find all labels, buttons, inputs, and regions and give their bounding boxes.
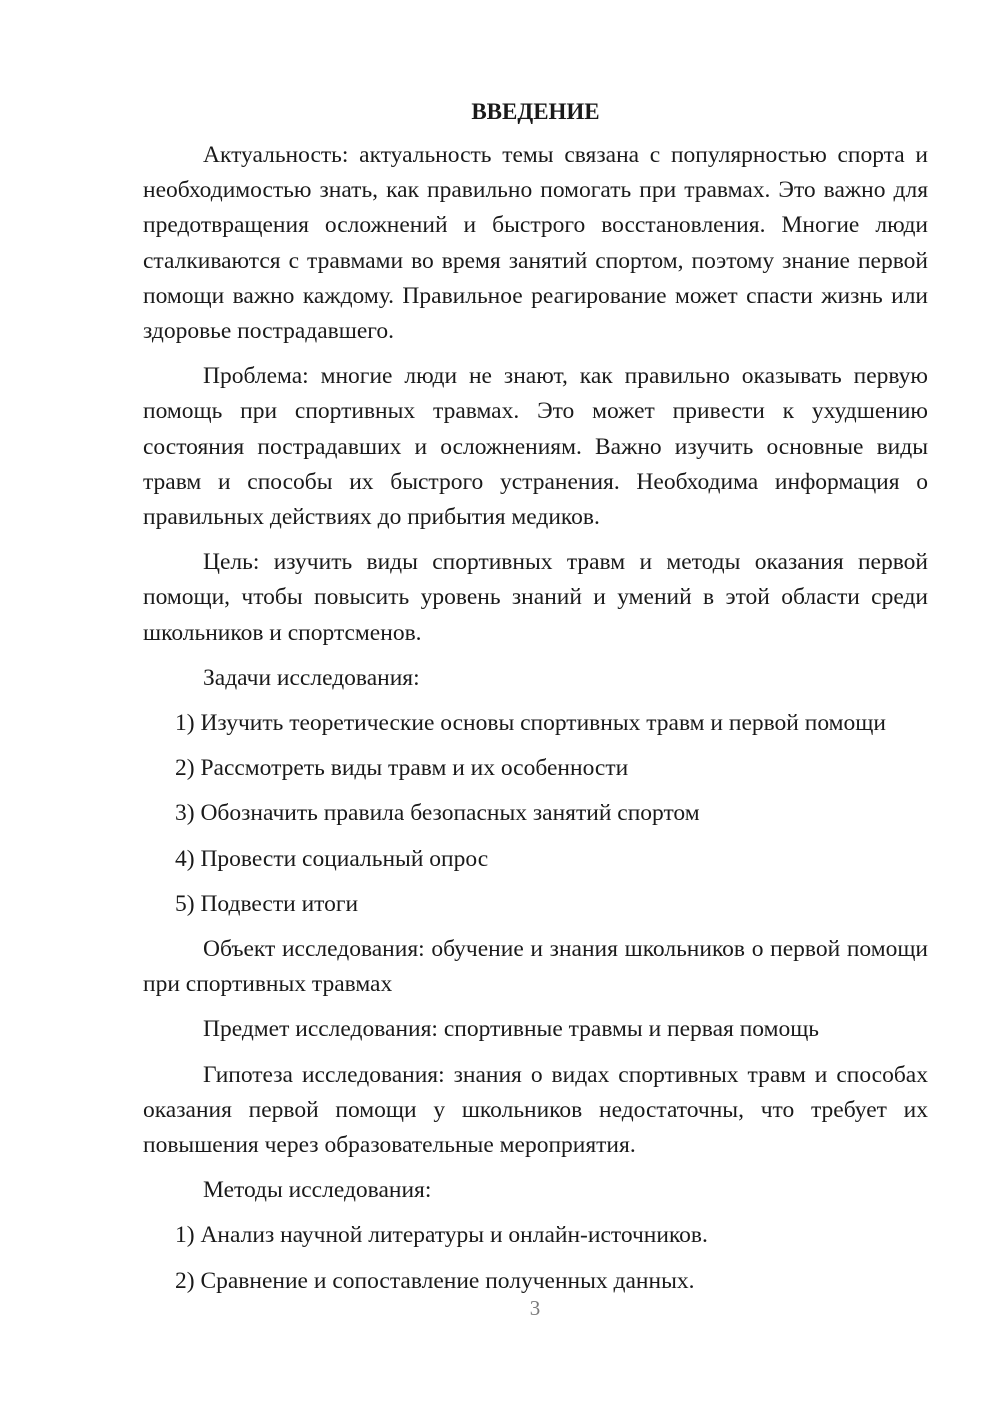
problem-paragraph: Проблема: многие люди не знают, как правильно оказывать первую помощь при спортивных травмах. Это может привести к ухудшению состояния пострадавших и осложнениям. Важно изучить основные виды травм и способы их быстрого устранения. Необходима информация о правильных действиях до прибытия медиков.: [143, 363, 928, 531]
document-page: [143, 96, 928, 1309]
hypothesis-paragraph: Гипотеза исследования: знания о видах спортивных травм и способах оказания первой помощи у школьников недостаточны, что требует их повышения через образовательные мероприятия.: [143, 1061, 928, 1159]
tasks-heading: Задачи исследования:: [203, 664, 420, 691]
section-title: ВВЕДЕНИЕ: [471, 99, 600, 124]
list-item: 1) Изучить теоретические основы спортивных травм и первой помощи: [175, 710, 886, 737]
subject-paragraph: Предмет исследования: спортивные травмы и первая помощь: [203, 1016, 820, 1043]
tasks-list: [143, 706, 928, 922]
goal-paragraph: Цель: изучить виды спортивных травм и методы оказания первой помощи, чтобы повысить уровень знаний и умений в этой области среди школьников и спортсменов.: [143, 549, 928, 646]
relevance-paragraph: Актуальность: актуальность темы связана с популярностью спорта и необходимостью знать, как правильно помогать при травмах. Это важно для предотвращения осложнений и быстрого восстановления. Многие люди сталкиваются с травмами во время занятий спортом, поэтому знание первой помощи важно каждому. Правильное реагирование может спасти жизнь или здоровье пострадавшего.: [143, 142, 928, 345]
list-item: 1) Анализ научной литературы и онлайн-источников.: [175, 1222, 708, 1249]
list-item: 2) Сравнение и сопоставление полученных данных.: [175, 1267, 695, 1294]
methods-list: [143, 1218, 928, 1298]
list-item: 5) Подвести итоги: [175, 890, 359, 917]
methods-heading: Методы исследования:: [203, 1177, 432, 1204]
object-paragraph: Объект исследования: обучение и знания школьников о первой помощи при спортивных травмах: [143, 936, 928, 998]
page-number: 3: [529, 1296, 541, 1320]
list-item: 3) Обозначить правила безопасных занятий спортом: [175, 800, 700, 827]
list-item: 2) Рассмотреть виды травм и их особенности: [175, 755, 629, 782]
list-item: 4) Провести социальный опрос: [175, 845, 489, 872]
